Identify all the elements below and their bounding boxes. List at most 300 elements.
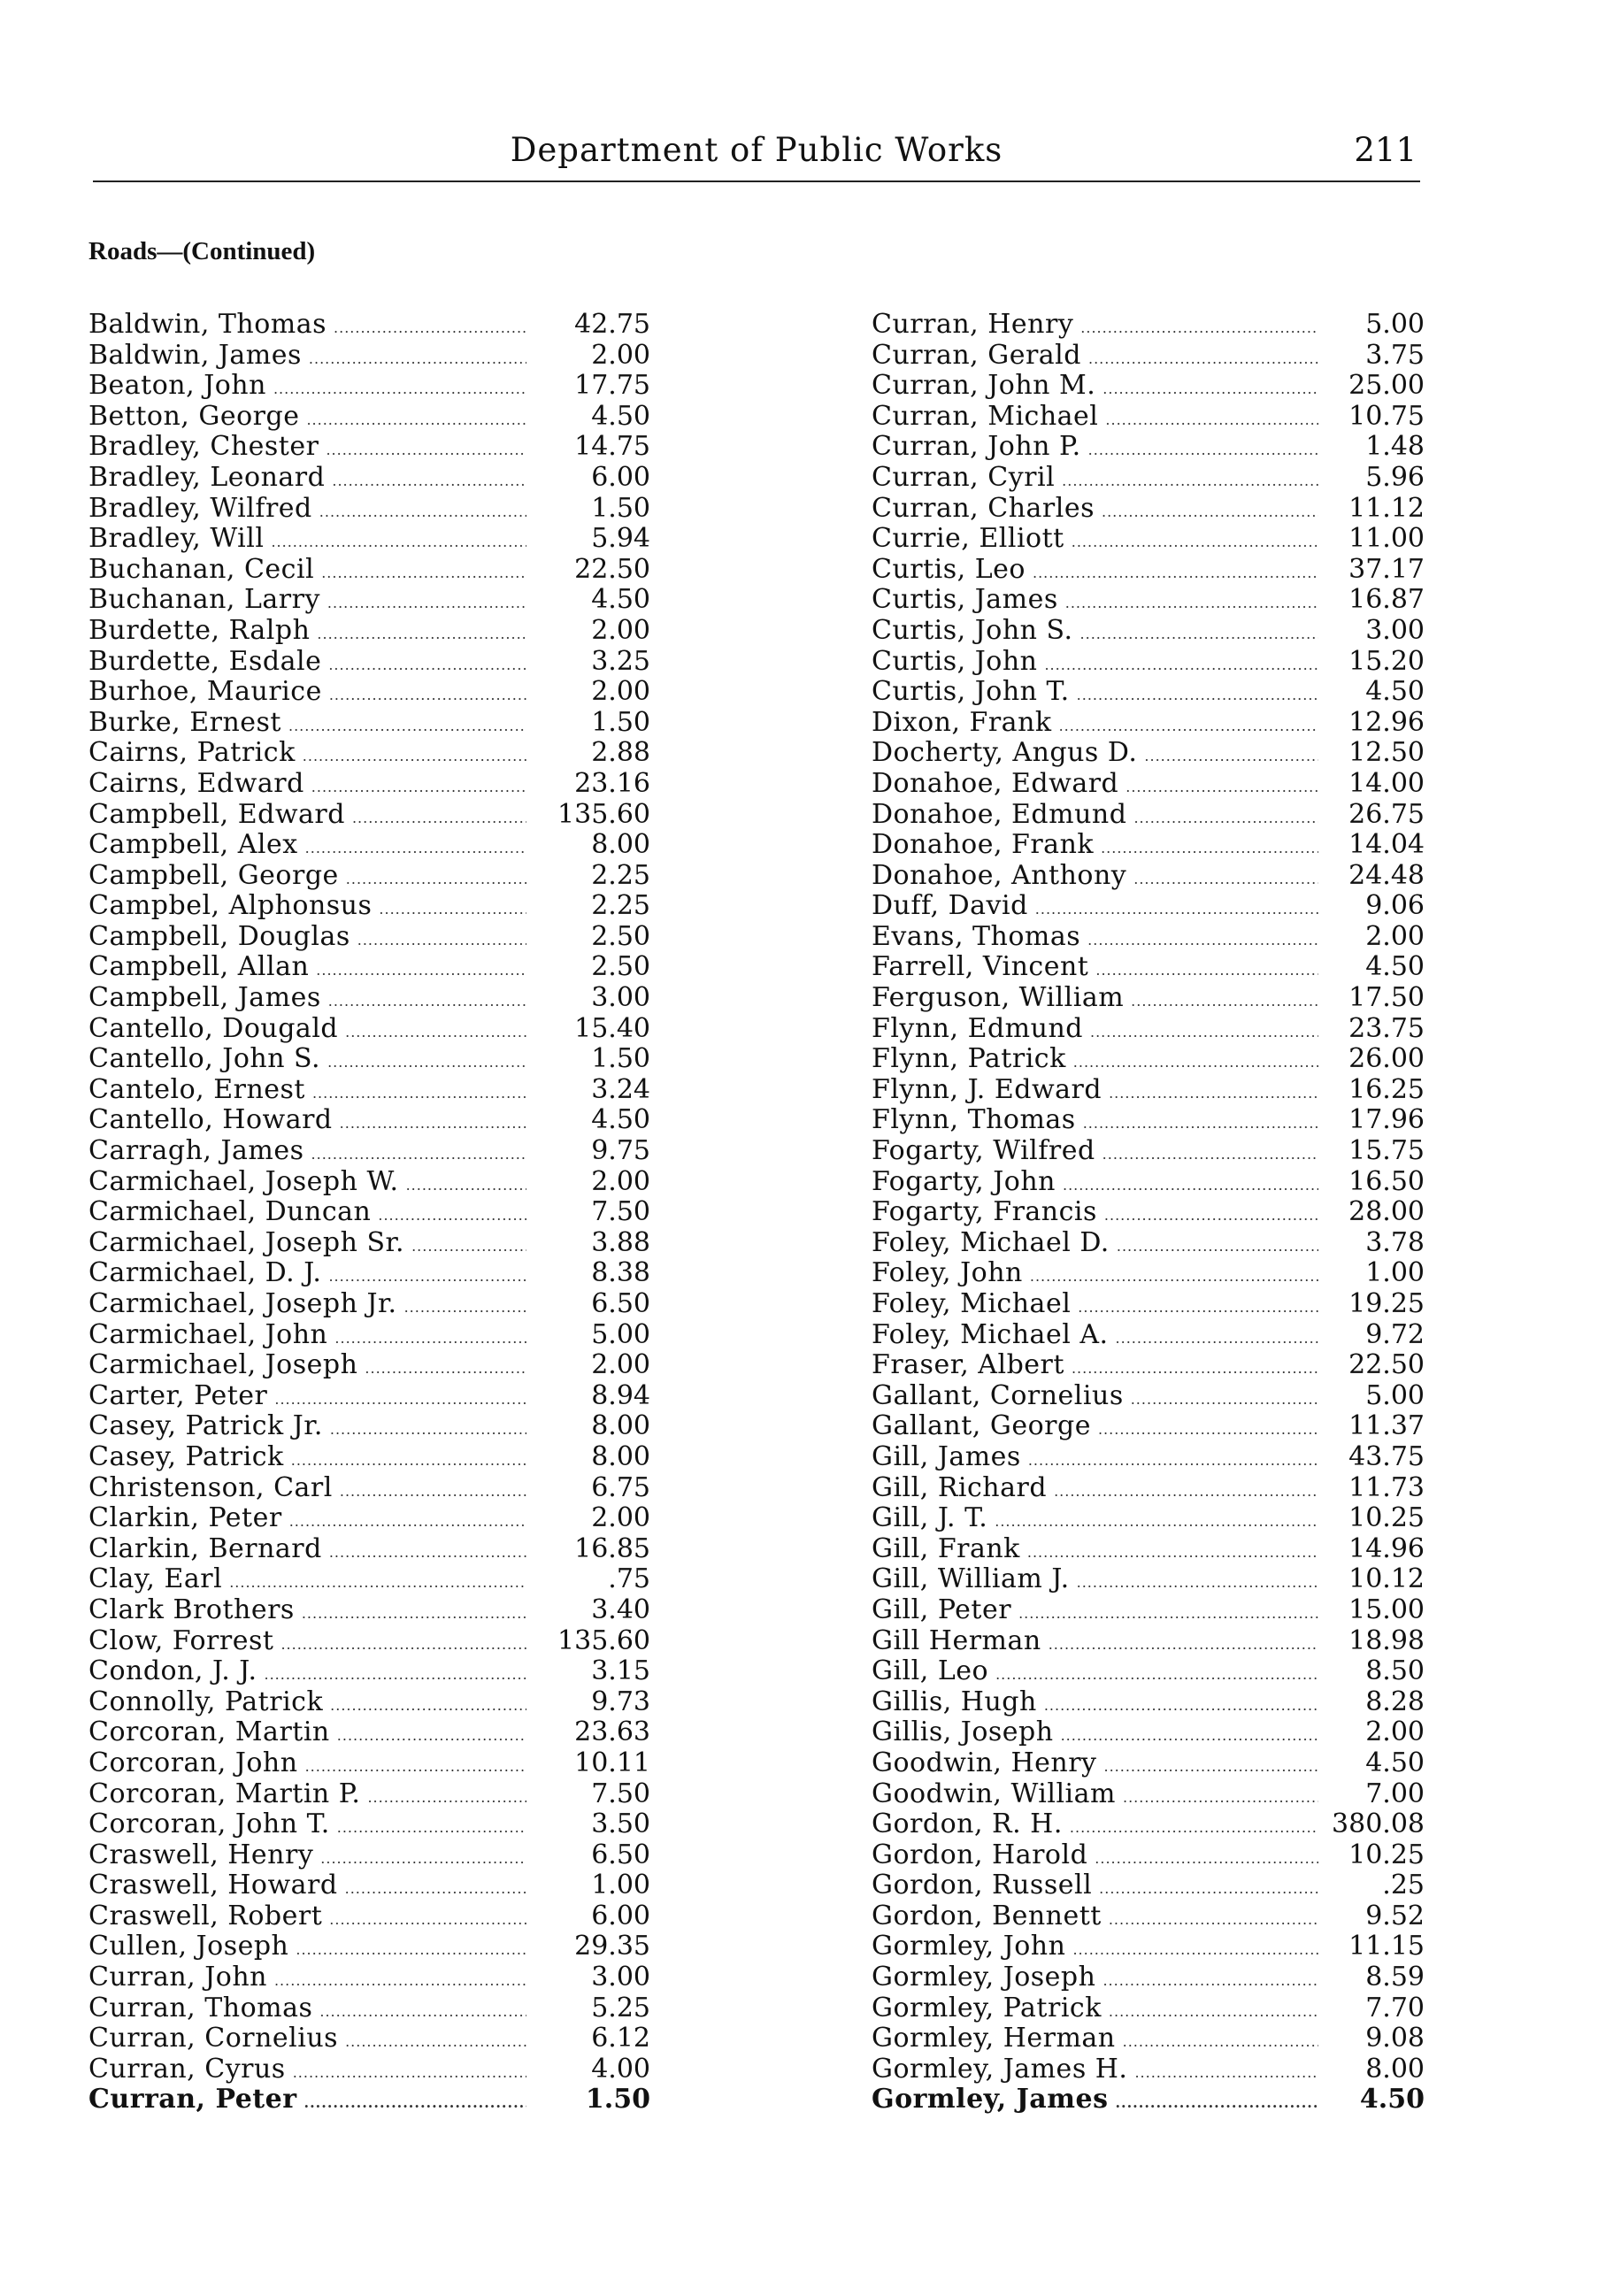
payee-name: Craswell, Henry	[88, 1839, 314, 1870]
payment-amount: 2.00	[1365, 1716, 1425, 1748]
payee-name: Gallant, George	[872, 1410, 1091, 1442]
dot-leader	[1028, 1446, 1318, 1477]
dot-leader	[327, 1048, 526, 1079]
list-item	[88, 1197, 650, 1228]
list-item	[88, 1228, 650, 1259]
payment-amount: 4.00	[591, 2053, 650, 2085]
payment-amount: 1.50	[591, 492, 650, 524]
payment-amount: 14.75	[574, 431, 650, 463]
payment-amount: 15.00	[1348, 1593, 1425, 1625]
payment-amount: 17.96	[1348, 1104, 1425, 1136]
list-item	[88, 1014, 650, 1045]
payee-name: Curran, John	[88, 1962, 267, 1993]
list-item	[88, 891, 650, 922]
list-item	[88, 1840, 650, 1871]
payment-amount: 4.50	[1365, 951, 1425, 983]
dot-leader	[1109, 1997, 1318, 2028]
list-item	[88, 861, 650, 892]
dot-leader	[330, 1415, 526, 1446]
payee-name: Gill, William J.	[872, 1563, 1070, 1595]
payment-amount: 5.00	[1365, 1379, 1425, 1411]
list-item	[872, 1105, 1425, 1136]
payment-amount: 4.50	[1365, 1747, 1425, 1778]
dot-leader	[302, 1599, 526, 1630]
list-item	[88, 1962, 650, 1993]
payee-name: Flynn, J. Edward	[872, 1073, 1102, 1105]
payment-amount: 3.00	[591, 1962, 650, 1993]
list-item	[872, 310, 1425, 341]
payee-name: Craswell, Robert	[88, 1900, 323, 1931]
payment-amount: 8.94	[591, 1379, 650, 1411]
payment-amount: 26.75	[1348, 798, 1425, 830]
payee-name: Flynn, Thomas	[872, 1104, 1076, 1136]
payment-amount: 6.00	[591, 1900, 650, 1931]
payment-amount: 8.28	[1365, 1686, 1425, 1717]
dot-leader	[1098, 1415, 1318, 1446]
dot-leader	[1134, 2058, 1318, 2089]
list-item	[88, 1503, 650, 1534]
payee-name: Curran, Thomas	[88, 1992, 313, 2023]
list-item	[88, 1626, 650, 1657]
payee-name: Beaton, John	[88, 370, 266, 402]
dot-leader	[1109, 1905, 1318, 1936]
payee-name: Gillis, Hugh	[872, 1686, 1037, 1717]
dot-leader	[337, 1813, 526, 1844]
payee-name: Fogarty, John	[872, 1165, 1056, 1197]
list-item	[872, 1014, 1425, 1045]
payee-name: Currie, Elliott	[872, 523, 1064, 555]
payee-name: Gill, Peter	[872, 1593, 1012, 1625]
payee-name: Campbell, Allan	[88, 951, 310, 983]
dot-leader	[1061, 1721, 1318, 1752]
payee-name: Burdette, Ralph	[88, 614, 311, 646]
payment-amount: 22.50	[1348, 1349, 1425, 1381]
payment-amount: 17.50	[1348, 982, 1425, 1014]
payee-name: Flynn, Edmund	[872, 1012, 1083, 1044]
payment-amount: 28.00	[1348, 1196, 1425, 1228]
list-item	[872, 1167, 1425, 1198]
list-item	[88, 1870, 650, 1901]
payment-amount: 3.50	[591, 1808, 650, 1840]
payee-name: Curtis, John S.	[872, 614, 1073, 646]
payee-name: Duff, David	[872, 890, 1028, 922]
dot-leader	[379, 895, 526, 925]
payee-name: Curtis, John T.	[872, 676, 1070, 708]
payment-amount: 6.75	[591, 1471, 650, 1503]
dot-leader	[1077, 1568, 1318, 1599]
list-item	[88, 1075, 650, 1106]
dot-leader	[1144, 741, 1318, 772]
dot-leader	[411, 1232, 526, 1263]
dot-leader	[1049, 1630, 1318, 1661]
payee-name: Docherty, Angus D.	[872, 737, 1138, 769]
list-item	[88, 1044, 650, 1075]
payee-name: Carter, Peter	[88, 1379, 268, 1411]
payment-amount: 10.25	[1348, 1839, 1425, 1870]
dot-leader	[303, 741, 526, 772]
dot-leader	[1104, 1752, 1319, 1783]
list-item	[88, 1717, 650, 1748]
payment-amount: 3.40	[591, 1593, 650, 1625]
list-item	[872, 769, 1425, 800]
payee-name: Burke, Ernest	[88, 706, 281, 738]
list-item	[872, 2085, 1425, 2116]
list-item	[88, 830, 650, 861]
payee-name: Cantello, Dougald	[88, 1012, 339, 1044]
payee-name: Fraser, Albert	[872, 1349, 1064, 1381]
payment-amount: .75	[608, 1563, 650, 1595]
dot-leader	[1077, 680, 1318, 711]
payee-name: Foley, Michael	[872, 1288, 1072, 1319]
payee-name: Gill, Richard	[872, 1471, 1048, 1503]
payment-amount: 10.25	[1348, 1502, 1425, 1534]
dot-leader	[346, 864, 526, 895]
payee-name: Curran, Cyril	[872, 461, 1056, 493]
payee-name: Foley, Michael A.	[872, 1318, 1109, 1350]
list-item	[88, 1748, 650, 1779]
payee-name: Curtis, Leo	[872, 553, 1026, 585]
payment-amount: 2.00	[591, 614, 650, 646]
dot-leader	[1117, 1232, 1318, 1263]
list-item	[88, 1136, 650, 1167]
payment-amount: 11.12	[1348, 492, 1425, 524]
dot-leader	[309, 344, 526, 375]
payee-name: Carmichael, Joseph W.	[88, 1165, 399, 1197]
payee-name: Burdette, Esdale	[88, 645, 322, 677]
payment-amount: 380.08	[1332, 1808, 1425, 1840]
payee-name: Clow, Forrest	[88, 1624, 274, 1656]
payment-amount: 23.75	[1348, 1012, 1425, 1044]
payee-name: Craswell, Howard	[88, 1870, 338, 1901]
payment-amount: 42.75	[574, 309, 650, 340]
payee-name: Buchanan, Larry	[88, 584, 320, 616]
list-item	[872, 1442, 1425, 1473]
list-item	[872, 1687, 1425, 1718]
payment-amount: 16.85	[574, 1532, 650, 1564]
dot-leader	[340, 1477, 526, 1508]
payment-amount: 3.75	[1365, 339, 1425, 371]
payment-amount: 2.00	[591, 339, 650, 371]
dot-leader	[328, 987, 526, 1017]
payment-amount: 2.00	[591, 1165, 650, 1197]
payee-name: Corcoran, Martin	[88, 1716, 330, 1748]
list-item	[88, 1350, 650, 1381]
dot-leader	[1133, 803, 1318, 834]
dot-leader	[404, 1293, 526, 1324]
dot-leader	[1131, 987, 1318, 1017]
payment-amount: 16.50	[1348, 1165, 1425, 1197]
payee-name: Cantello, John S.	[88, 1043, 321, 1075]
payment-amount: 37.17	[1348, 553, 1425, 585]
list-item	[88, 2085, 650, 2116]
payment-amount: 15.40	[574, 1012, 650, 1044]
payee-name: Gormley, James	[872, 2084, 1109, 2116]
payee-name: Ferguson, William	[872, 982, 1125, 1014]
list-item	[88, 2054, 650, 2085]
dot-leader	[340, 1109, 526, 1140]
list-item	[872, 647, 1425, 678]
payee-name: Campbell, Douglas	[88, 920, 350, 952]
dot-leader	[1083, 1109, 1318, 1140]
dot-leader	[1126, 772, 1318, 803]
page-header	[93, 131, 1420, 182]
list-item	[872, 1962, 1425, 1993]
dot-leader	[1030, 1262, 1318, 1293]
dot-leader	[319, 1997, 526, 2028]
payee-name: Dixon, Frank	[872, 706, 1052, 738]
list-item	[872, 1626, 1425, 1657]
payment-amount: 12.96	[1348, 706, 1425, 738]
list-item	[872, 1993, 1425, 2024]
list-item	[872, 1717, 1425, 1748]
list-item	[88, 1779, 650, 1810]
dot-leader	[365, 1354, 526, 1385]
payee-name: Gormley, James H.	[872, 2053, 1128, 2085]
payee-name: Gill, J. T.	[872, 1502, 988, 1534]
list-item	[88, 1289, 650, 1320]
list-item	[88, 952, 650, 983]
list-item	[88, 1931, 650, 1962]
list-item	[872, 402, 1425, 433]
payee-name: Bradley, Will	[88, 523, 265, 555]
dot-leader	[293, 2058, 526, 2089]
payment-amount: 3.00	[1365, 614, 1425, 646]
list-item	[88, 769, 650, 800]
list-item	[88, 432, 650, 463]
payee-name: Goodwin, Henry	[872, 1747, 1097, 1778]
list-item	[88, 555, 650, 586]
dot-leader	[1078, 1293, 1318, 1324]
list-item	[872, 1870, 1425, 1901]
payee-name: Corcoran, John T.	[88, 1808, 330, 1840]
payee-name: Curran, Cornelius	[88, 2023, 339, 2054]
dot-leader	[1131, 1385, 1318, 1416]
list-item	[872, 2023, 1425, 2054]
payment-amount: 24.48	[1348, 859, 1425, 891]
payment-amount: 135.60	[557, 1624, 650, 1656]
dot-leader	[306, 405, 526, 436]
payee-name: Donahoe, Anthony	[872, 859, 1127, 891]
payment-amount: 4.50	[591, 1104, 650, 1136]
payee-name: Clay, Earl	[88, 1563, 223, 1595]
payment-amount: 11.00	[1348, 523, 1425, 555]
list-item	[872, 1197, 1425, 1228]
list-item	[88, 1993, 650, 2024]
payment-amount: 9.08	[1365, 2023, 1425, 2054]
list-item	[88, 341, 650, 372]
payment-amount: 1.50	[591, 706, 650, 738]
payee-name: Fogarty, Francis	[872, 1196, 1097, 1228]
payee-name: Gillis, Joseph	[872, 1716, 1054, 1748]
dot-leader	[1087, 925, 1318, 956]
payee-name: Casey, Patrick Jr.	[88, 1410, 323, 1442]
payee-name: Flynn, Patrick	[872, 1043, 1066, 1075]
dot-leader	[1088, 435, 1318, 466]
list-item	[872, 463, 1425, 494]
dot-leader	[1044, 1691, 1318, 1722]
payment-amount: 11.15	[1348, 1931, 1425, 1962]
dot-leader	[1054, 1477, 1318, 1508]
payee-name: Clarkin, Bernard	[88, 1532, 322, 1564]
list-item	[88, 1381, 650, 1412]
payment-amount: 5.94	[591, 523, 650, 555]
page-title: Department of Public Works	[510, 131, 1003, 169]
payee-name: Curran, Gerald	[872, 339, 1081, 371]
list-item	[872, 1748, 1425, 1779]
payee-name: Foley, John	[872, 1257, 1023, 1289]
payment-amount: 15.75	[1348, 1135, 1425, 1167]
right-column	[872, 310, 1425, 2116]
list-item	[88, 310, 650, 341]
list-item	[872, 677, 1425, 708]
payment-amount: 3.25	[591, 645, 650, 677]
payee-name: Gordon, Russell	[872, 1870, 1093, 1901]
payment-amount: 5.00	[591, 1318, 650, 1350]
payment-amount: 22.50	[574, 553, 650, 585]
payee-name: Carmichael, Duncan	[88, 1196, 372, 1228]
list-item	[872, 1411, 1425, 1442]
payee-name: Foley, Michael D.	[872, 1226, 1110, 1258]
dot-leader	[1102, 497, 1318, 528]
dot-leader	[329, 1905, 526, 1936]
payee-name: Bradley, Wilfred	[88, 492, 312, 524]
payment-amount: 14.96	[1348, 1532, 1425, 1564]
payment-amount: 8.50	[1365, 1655, 1425, 1687]
list-item	[88, 616, 650, 647]
payee-name: Campbell, James	[88, 982, 321, 1014]
payment-amount: 6.50	[591, 1288, 650, 1319]
payee-name: Burhoe, Maurice	[88, 676, 322, 708]
dot-leader	[304, 2088, 526, 2119]
dot-leader	[1095, 1844, 1318, 1875]
dot-leader	[1102, 374, 1318, 405]
dot-leader	[345, 1874, 526, 1905]
dot-leader	[357, 925, 526, 956]
list-item	[88, 1901, 650, 1932]
dot-leader	[1088, 344, 1318, 375]
payment-amount: 1.48	[1365, 431, 1425, 463]
payee-name: Curran, Michael	[872, 400, 1099, 432]
payee-name: Carmichael, John	[88, 1318, 328, 1350]
dot-leader	[1073, 1048, 1318, 1079]
payee-name: Bradley, Leonard	[88, 461, 326, 493]
payee-name: Curran, Peter	[88, 2084, 297, 2116]
payee-name: Casey, Patrick	[88, 1440, 284, 1472]
list-item	[88, 708, 650, 739]
payee-name: Gill Herman	[872, 1624, 1041, 1656]
payment-amount: 1.00	[591, 1870, 650, 1901]
payee-name: Farrell, Vincent	[872, 951, 1089, 983]
payment-amount: 2.25	[591, 859, 650, 891]
payee-name: Carmichael, Joseph Jr.	[88, 1288, 397, 1319]
payee-name: Christenson, Carl	[88, 1471, 333, 1503]
payee-name: Campbell, George	[88, 859, 339, 891]
list-item	[88, 1258, 650, 1289]
dot-leader	[1133, 864, 1318, 895]
payment-amount: 7.00	[1365, 1778, 1425, 1809]
payee-name: Cantello, Howard	[88, 1104, 333, 1136]
dot-leader	[289, 1507, 526, 1538]
list-item	[88, 1411, 650, 1442]
payee-name: Gordon, Harold	[872, 1839, 1088, 1870]
dot-leader	[345, 1017, 526, 1048]
list-item	[872, 1044, 1425, 1075]
payee-name: Gordon, Bennett	[872, 1900, 1102, 1931]
payee-name: Curtis, John	[872, 645, 1038, 677]
payment-amount: 3.00	[591, 982, 650, 1014]
dot-leader	[330, 1691, 526, 1722]
payment-amount: 10.12	[1348, 1563, 1425, 1595]
payment-amount: 10.11	[574, 1747, 650, 1778]
payment-amount: 9.73	[591, 1686, 650, 1717]
payment-amount: 16.25	[1348, 1073, 1425, 1105]
payment-amount: 9.75	[591, 1135, 650, 1167]
payment-amount: 3.15	[591, 1655, 650, 1687]
dot-leader	[1072, 1935, 1318, 1966]
dot-leader	[1065, 588, 1318, 619]
list-item	[88, 2023, 650, 2054]
payee-name: Curran, Cyrus	[88, 2053, 286, 2085]
payment-amount: 3.88	[591, 1226, 650, 1258]
payee-name: Corcoran, John	[88, 1747, 298, 1778]
payee-name: Gordon, R. H.	[872, 1808, 1063, 1840]
dot-leader	[334, 313, 526, 344]
payment-amount: 9.52	[1365, 1900, 1425, 1931]
payment-amount: 6.50	[591, 1839, 650, 1870]
list-item	[872, 1901, 1425, 1932]
payment-amount: 2.00	[591, 1502, 650, 1534]
dot-leader	[316, 956, 526, 987]
payee-name: Curtis, James	[872, 584, 1058, 616]
dot-leader	[345, 2027, 526, 2058]
list-item	[88, 1687, 650, 1718]
payee-name: Cairns, Edward	[88, 767, 304, 799]
list-item	[872, 1350, 1425, 1381]
payee-name: Carragh, James	[88, 1135, 304, 1167]
list-item	[88, 585, 650, 616]
payee-name: Baldwin, Thomas	[88, 309, 327, 340]
payee-name: Bradley, Chester	[88, 431, 319, 463]
payment-amount: 7.50	[591, 1778, 650, 1809]
payment-amount: 4.50	[591, 584, 650, 616]
payment-amount: 2.25	[591, 890, 650, 922]
list-item	[872, 371, 1425, 402]
payment-amount: 5.00	[1365, 309, 1425, 340]
list-item	[88, 494, 650, 525]
payee-name: Clark Brothers	[88, 1593, 295, 1625]
payment-amount: 8.00	[1365, 2053, 1425, 2085]
payment-amount: 16.87	[1348, 584, 1425, 616]
dot-leader	[1123, 1783, 1318, 1814]
dot-leader	[334, 1324, 526, 1355]
payment-amount: 2.50	[591, 920, 650, 952]
payment-amount: 23.16	[574, 767, 650, 799]
list-item	[872, 1809, 1425, 1840]
list-item	[872, 1228, 1425, 1259]
payee-name: Carmichael, Joseph	[88, 1349, 358, 1381]
left-column	[88, 310, 650, 2116]
dot-leader	[1044, 650, 1318, 681]
list-item	[872, 708, 1425, 739]
dot-leader	[1123, 2027, 1318, 2058]
dot-leader	[329, 680, 526, 711]
payee-name: Donahoe, Frank	[872, 829, 1095, 861]
dot-leader	[288, 711, 526, 742]
list-item	[88, 983, 650, 1014]
list-item	[88, 1656, 650, 1687]
payment-amount: 1.00	[1365, 1257, 1425, 1289]
list-item	[88, 1442, 650, 1473]
